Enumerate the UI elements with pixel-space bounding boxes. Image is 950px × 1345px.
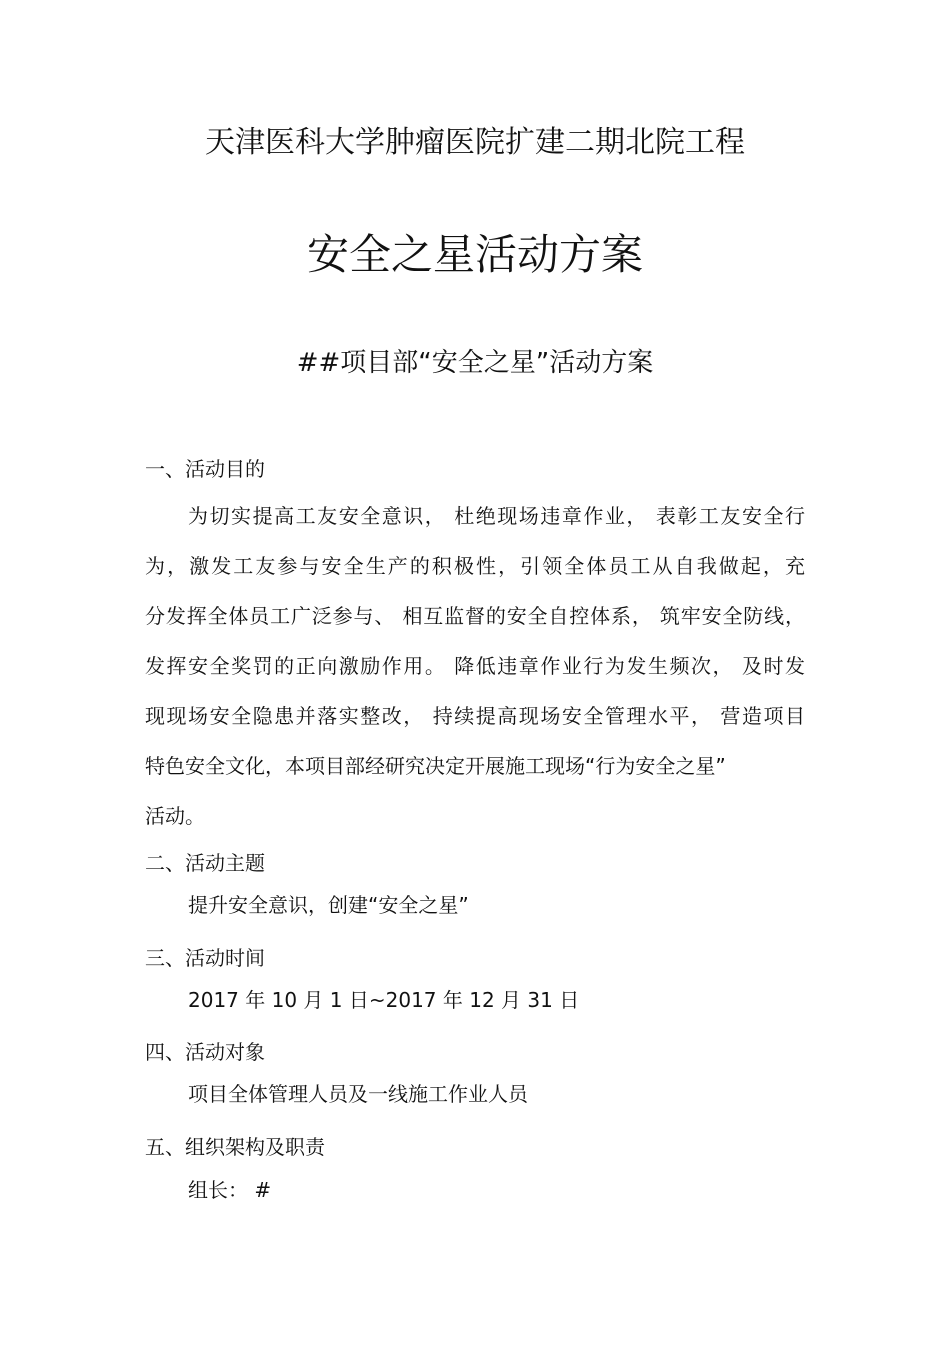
paragraph-line: 发挥安全奖罚的正向激励作用。 降低违章作业行为发生频次， 及时发 (145, 654, 805, 678)
document-subtitle: ##项目部“安全之星”活动方案 (296, 348, 654, 378)
section-heading-theme: 二、活动主题 (145, 851, 265, 875)
section-body-target: 项目全体管理人员及一线施工作业人员 (188, 1082, 528, 1106)
section-heading-target: 四、活动对象 (145, 1040, 265, 1064)
paragraph-line: 活动。 (145, 804, 205, 828)
section-body-theme: 提升安全意识，创建“安全之星” (188, 893, 469, 917)
paragraph-line: 特色安全文化，本项目部经研究决定开展施工现场“行为安全之星” (145, 754, 726, 778)
paragraph-line: 分发挥全体员工广泛参与、 相互监督的安全自控体系， 筑牢安全防线， (145, 604, 805, 628)
section-heading-organization: 五、组织架构及职责 (145, 1135, 325, 1159)
document-title: 安全之星活动方案 (306, 230, 643, 279)
section-body-organization: 组长： # (188, 1178, 272, 1202)
paragraph-line: 为，激发工友参与安全生产的积极性，引领全体员工从自我做起，充 (145, 554, 805, 578)
project-name: 天津医科大学肿瘤医院扩建二期北院工程 (205, 125, 745, 160)
section-heading-purpose: 一、活动目的 (145, 457, 265, 481)
section-body-time: 2017 年 10 月 1 日~2017 年 12 月 31 日 (188, 988, 580, 1012)
paragraph-line: 现现场安全隐患并落实整改， 持续提高现场安全管理水平， 营造项目 (145, 704, 805, 728)
paragraph-line: 为切实提高工友安全意识， 杜绝现场违章作业， 表彰工友安全行 (188, 504, 805, 528)
section-heading-time: 三、活动时间 (145, 946, 265, 970)
